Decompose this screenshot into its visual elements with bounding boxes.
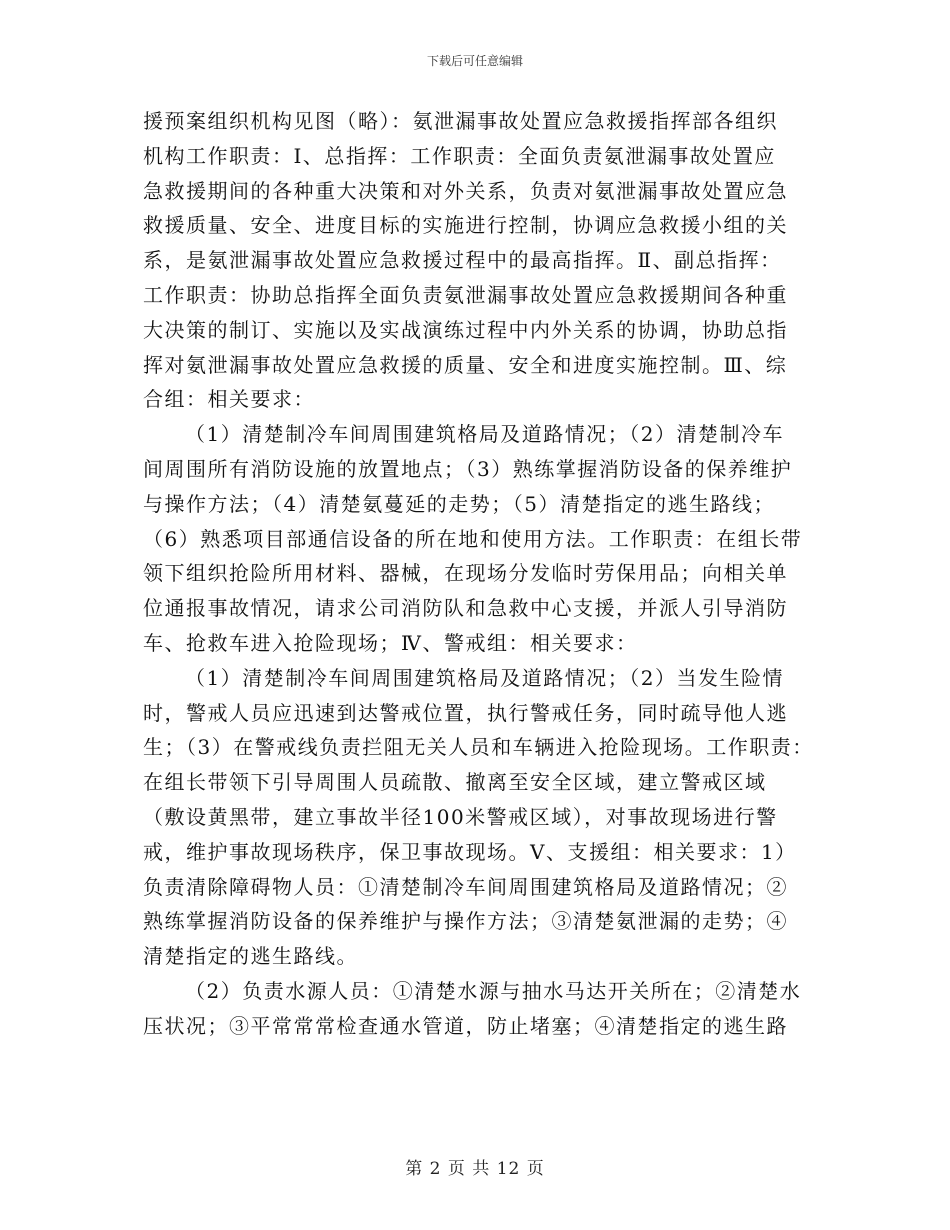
text-line: 合组：相关要求： <box>143 387 315 412</box>
text-line: 工作职责：协助总指挥全面负责氨泄漏事故处置应急救援期间各种重 <box>143 282 788 307</box>
text-line: 挥对氨泄漏事故处置应急救援的质量、安全和进度实施控制。Ⅲ、综 <box>143 352 788 377</box>
text-line: 援预案组织机构见图（略）：氨泄漏事故处置应急救援指挥部各组织 <box>143 109 778 133</box>
text-line: 清楚指定的逃生路线。 <box>143 944 358 969</box>
text-line: 领下组织抢险所用材料、器械，在现场分发临时劳保用品；向相关单 <box>143 561 788 586</box>
text-line: 急救援期间的各种重大决策和对外关系，负责对氨泄漏事故处置应急 <box>143 178 788 203</box>
text-line: （敷设黄黑带，建立事故半径100米警戒区域），对事故现场进行警 <box>143 804 778 829</box>
text-line: 压状况；③平常常常检查通水管道，防止堵塞；④清楚指定的逃生路 <box>143 1013 788 1038</box>
text-line: 时，警戒人员应迅速到达警戒位置，执行警戒任务，同时疏导他人逃 <box>143 700 788 725</box>
text-line: 间周围所有消防设施的放置地点；（3）熟练掌握消防设备的保养维护 <box>143 456 793 481</box>
page-footer: 第 2 页 共 12 页 <box>405 1159 545 1179</box>
text-line: 生；（3）在警戒线负责拦阻无关人员和车辆进入抢险现场。工作职责： <box>143 735 814 760</box>
text-line: 位通报事故情况，请求公司消防队和急救中心支援，并派人引导消防 <box>143 596 788 621</box>
text-line: （2）负责水源人员：①清楚水源与抽水马达开关所在；②清楚水 <box>185 978 802 1003</box>
text-line: 在组长带领下引导周围人员疏散、撤离至安全区域，建立警戒区域 <box>143 770 767 795</box>
text-line: 系，是氨泄漏事故处置应急救援过程中的最高指挥。Ⅱ、副总指挥： <box>143 248 782 273</box>
text-line: 救援质量、安全、进度目标的实施进行控制，协调应急救援小组的关 <box>143 213 788 238</box>
page-header: 下载后可任意编辑 <box>426 54 523 68</box>
text-line: 戒，维护事故现场秩序，保卫事故现场。Ⅴ、支援组：相关要求：1） <box>143 839 797 864</box>
text-line: 熟练掌握消防设备的保养维护与操作方法；③清楚氨泄漏的走势；④ <box>143 909 788 934</box>
document-body <box>143 104 814 1044</box>
text-line: （1）清楚制冷车间周围建筑格局及道路情况；（2）清楚制冷车 <box>185 422 784 447</box>
text-line: 大决策的制订、实施以及实战演练过程中内外关系的协调，协助总指 <box>143 317 788 342</box>
text-line: （6）熟悉项目部通信设备的所在地和使用方法。工作职责：在组长带 <box>143 526 803 551</box>
text-line: 车、抢救车进入抢险现场；Ⅳ、警戒组：相关要求： <box>143 630 638 655</box>
text-line: 负责清除障碍物人员：①清楚制冷车间周围建筑格局及道路情况；② <box>143 874 788 899</box>
text-line: 与操作方法；（4）清楚氨蔓延的走势；（5）清楚指定的逃生路线； <box>143 491 775 516</box>
text-line: （1）清楚制冷车间周围建筑格局及道路情况；（2）当发生险情 <box>185 665 784 690</box>
text-line: 机构工作职责：Ⅰ、总指挥：工作职责：全面负责氨泄漏事故处置应 <box>143 143 776 168</box>
